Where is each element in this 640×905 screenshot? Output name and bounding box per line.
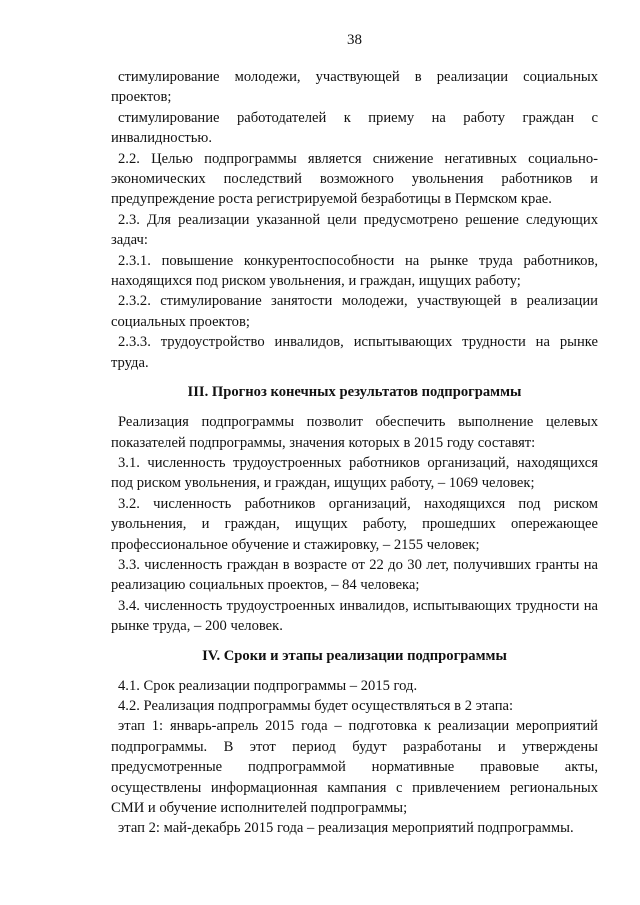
paragraph: 2.3.3. трудоустройство инвалидов, испытывающих трудности на рынке труда. (111, 334, 598, 371)
paragraph: 2.2. Целью подпрограммы является снижение негативных социально-экономических последствий возможного увольнения работников и предупреждение роста регистрируемой безработицы в Пермском крае. (111, 150, 598, 208)
paragraph: этап 1: январь-апрель 2015 года – подготовка к реализации мероприятий подпрограммы. В этот период будут разработаны и утверждены предусмотренные подпрограммой нормативные правовые акты, осуществлены информационная кампания с привлечением региональных СМИ и обучение исполнителей подпрограммы; (111, 718, 598, 816)
page-number: 38 (347, 32, 362, 48)
paragraph: 3.2. численность работников организаций, находящихся под риском увольнения, и граждан, ищущих работу, прошедших опережающее профессиональное обучение и стажировку, – 2155 человек; (111, 495, 598, 553)
paragraph: 3.4. численность трудоустроенных инвалидов, испытывающих трудности на рынке труда, – 200 человек. (111, 597, 598, 635)
paragraph: 2.3.2. стимулирование занятости молодежи, участвующей в реализации социальных проектов; (111, 293, 598, 330)
paragraph: стимулирование молодежи, участвующей в реализации социальных проектов; (111, 69, 598, 106)
paragraph: 4.1. Срок реализации подпрограммы – 2015 год. (118, 677, 418, 694)
section-heading: IV. Сроки и этапы реализации подпрограммы (202, 647, 507, 664)
section-heading: III. Прогноз конечных результатов подпрограммы (187, 384, 522, 401)
paragraph: стимулирование работодателей к приему на работу граждан с инвалидностью. (111, 109, 598, 147)
paragraph: 3.3. численность граждан в возрасте от 22 до 30 лет, получивших гранты на реализацию социальных проектов, – 84 человека; (111, 556, 598, 594)
paragraph: 2.3.1. повышение конкурентоспособности на рынке труда работников, находящихся под риском увольнения, и граждан, ищущих работу; (111, 252, 598, 290)
paragraph: этап 2: май-декабрь 2015 года – реализация мероприятий подпрограммы. (118, 820, 574, 837)
paragraph: Реализация подпрограммы позволит обеспечить выполнение целевых показателей подпрограммы, значения которых в 2015 году составят: (111, 414, 598, 451)
paragraph: 3.1. численность трудоустроенных работников организаций, находящихся под риском увольнения, и граждан, ищущих работу, – 1069 человек; (111, 454, 598, 492)
document-page (111, 30, 598, 839)
paragraph: 2.3. Для реализации указанной цели предусмотрено решение следующих задач: (111, 211, 598, 249)
paragraph: 4.2. Реализация подпрограммы будет осуществляться в 2 этапа: (118, 697, 514, 714)
